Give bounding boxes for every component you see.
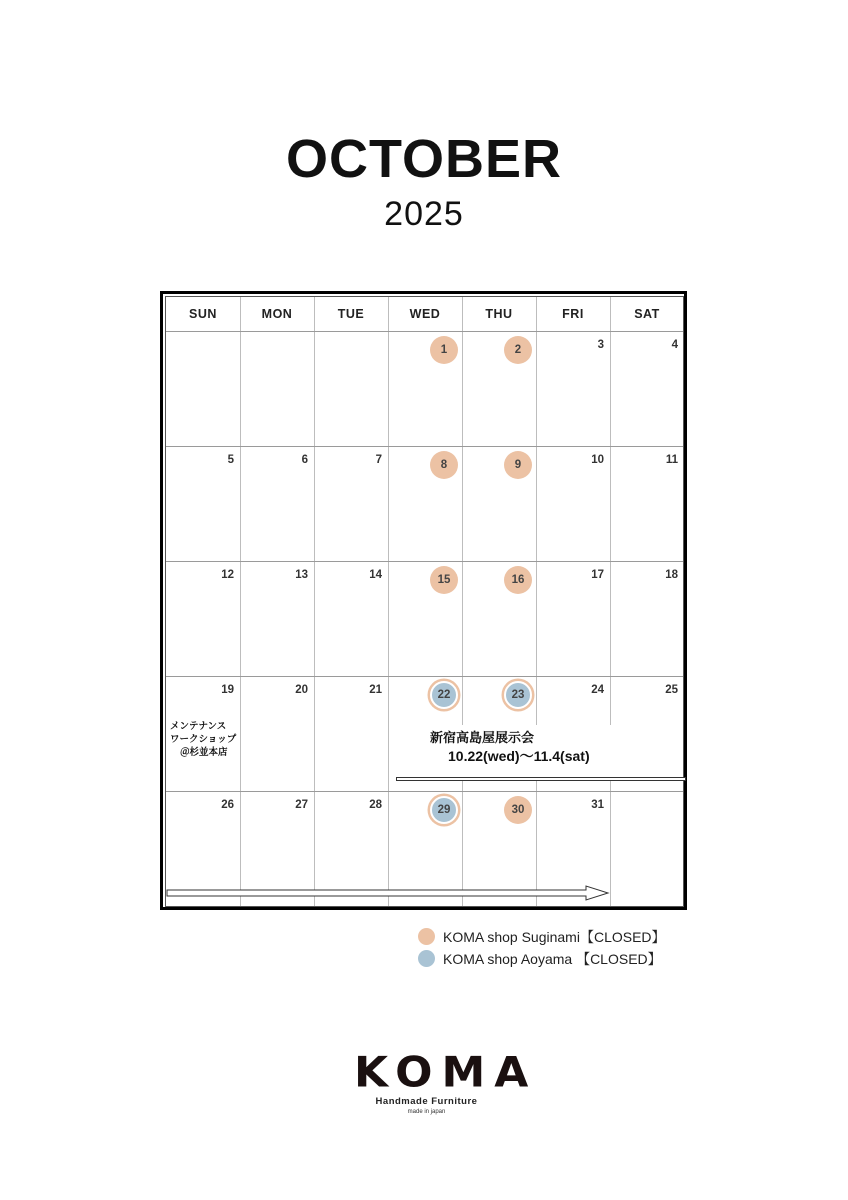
day-number: 24 bbox=[591, 684, 604, 696]
logo-tagline: Handmade Furniture bbox=[375, 1096, 478, 1107]
event-dates: 10.22(wed)〜11.4(sat) bbox=[448, 748, 590, 764]
day-number: 11 bbox=[665, 454, 678, 466]
legend-item-aoyama bbox=[418, 949, 662, 969]
day-cell bbox=[388, 331, 462, 446]
day-cell bbox=[314, 676, 388, 791]
day-number: 28 bbox=[369, 799, 382, 811]
day-number: 18 bbox=[665, 569, 678, 581]
day-number: 26 bbox=[221, 799, 234, 811]
weekday-header: THU bbox=[485, 307, 513, 321]
day-number: 20 bbox=[295, 684, 308, 696]
day-number: 23 bbox=[511, 689, 525, 701]
weekday-header: TUE bbox=[337, 307, 365, 321]
day-number: 13 bbox=[295, 569, 308, 581]
weekday-header: SUN bbox=[189, 307, 217, 321]
workshop-note-line: ワークショップ bbox=[170, 734, 237, 745]
day-number: 30 bbox=[511, 804, 525, 816]
weekday-header: SAT bbox=[634, 307, 660, 321]
logo-subline: made in japan bbox=[407, 1109, 446, 1115]
day-cell bbox=[462, 331, 536, 446]
day-number: 1 bbox=[440, 344, 448, 356]
workshop-note-line: メンテナンス bbox=[170, 721, 227, 732]
day-cell bbox=[536, 446, 610, 561]
day-number: 19 bbox=[221, 684, 234, 696]
legend-dot-aoyama-icon bbox=[418, 950, 435, 967]
weekday-header: WED bbox=[409, 307, 441, 321]
day-number: 6 bbox=[301, 454, 308, 466]
event-span-arrow bbox=[166, 885, 611, 901]
brand-logo bbox=[354, 1048, 538, 1116]
day-cell bbox=[240, 676, 314, 791]
day-number: 15 bbox=[437, 574, 451, 586]
day-number: 27 bbox=[295, 799, 308, 811]
day-number: 29 bbox=[437, 804, 451, 816]
weekday-header: MON bbox=[261, 307, 293, 321]
day-cell bbox=[314, 446, 388, 561]
weekday-header: FRI bbox=[562, 307, 584, 321]
day-cell bbox=[388, 561, 462, 676]
day-cell bbox=[610, 446, 684, 561]
day-cell bbox=[314, 561, 388, 676]
calendar-grid bbox=[160, 291, 687, 910]
day-cell bbox=[388, 446, 462, 561]
day-cell bbox=[610, 331, 684, 446]
workshop-note bbox=[170, 720, 236, 759]
logo-wordmark: KOMA bbox=[354, 1048, 538, 1097]
day-cell bbox=[240, 446, 314, 561]
day-number: 12 bbox=[221, 569, 234, 581]
day-cell bbox=[536, 331, 610, 446]
legend-item-suginami bbox=[418, 927, 666, 947]
day-cell bbox=[536, 561, 610, 676]
day-cell bbox=[462, 446, 536, 561]
legend-label: KOMA shop Aoyama 【CLOSED】 bbox=[443, 951, 662, 967]
legend-dot-suginami-icon bbox=[418, 928, 435, 945]
day-number: 21 bbox=[369, 684, 382, 696]
day-number: 2 bbox=[514, 344, 522, 356]
month-title: OCTOBER bbox=[285, 129, 563, 189]
day-number: 4 bbox=[671, 339, 678, 351]
day-number: 7 bbox=[375, 454, 382, 466]
day-cell bbox=[166, 446, 240, 561]
legend-label: KOMA shop Suginami【CLOSED】 bbox=[443, 929, 666, 945]
day-number: 10 bbox=[591, 454, 604, 466]
day-cell bbox=[610, 561, 684, 676]
event-span-bar bbox=[396, 777, 686, 781]
day-number: 17 bbox=[591, 569, 604, 581]
day-number: 8 bbox=[440, 459, 448, 471]
day-cell bbox=[240, 561, 314, 676]
calendar-inner bbox=[165, 296, 684, 907]
day-number: 16 bbox=[511, 574, 525, 586]
day-number: 3 bbox=[597, 339, 604, 351]
day-number: 5 bbox=[227, 454, 234, 466]
day-number: 22 bbox=[437, 689, 451, 701]
day-number: 25 bbox=[665, 684, 678, 696]
workshop-note-line: ＠杉並本店 bbox=[180, 747, 228, 758]
day-number: 14 bbox=[369, 569, 382, 581]
day-number: 9 bbox=[514, 459, 522, 471]
year-title: 2025 bbox=[384, 195, 464, 233]
day-cell bbox=[166, 561, 240, 676]
day-cell bbox=[462, 561, 536, 676]
event-title: 新宿高島屋展示会 bbox=[430, 730, 535, 745]
day-number: 31 bbox=[591, 799, 604, 811]
